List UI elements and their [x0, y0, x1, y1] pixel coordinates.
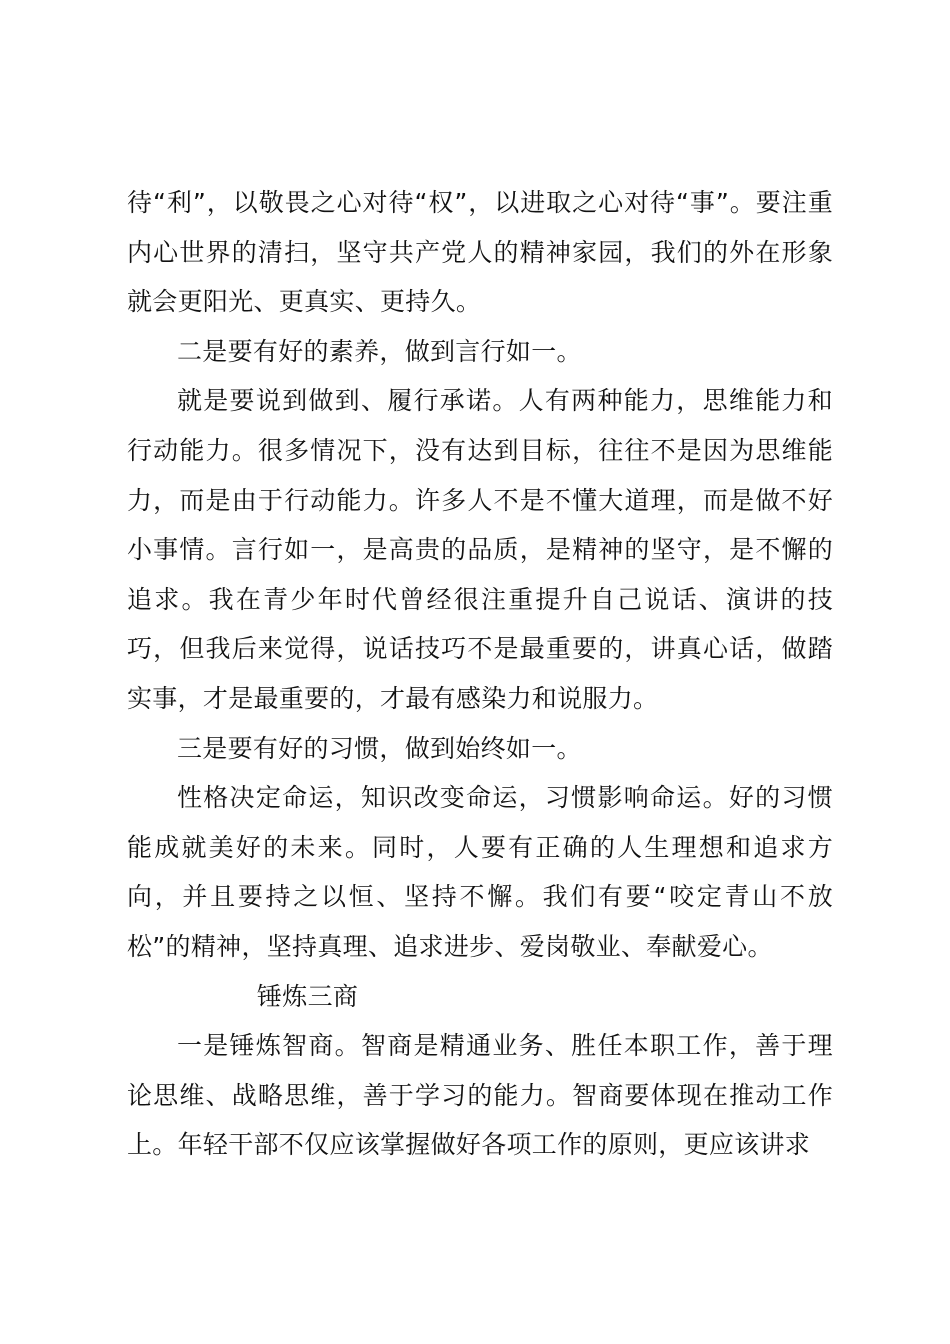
paragraph-body-2: 就是要说到做到、履行承诺。人有两种能力，思维能力和行动能力。很多情况下，没有达到目标，往往不是因为思维能力，而是由于行动能力。许多人不是不懂大道理，而是做不好小事情。言行如一，是高贵的品质，是精神的坚守，是不懈的追求。我在青少年时代曾经很注重提升自己说话、演讲的技巧，但我后来觉得，说话技巧不是最重要的，讲真心话，做踏实事，才是最重要的，才最有感染力和说服力。 [127, 386, 833, 713]
paragraph-continuation: 待“利”，以敬畏之心对待“权”，以进取之心对待“事”。要注重内心世界的清扫，坚守共产党人的精神家园，我们的外在形象就会更阳光、更真实、更持久。 [127, 188, 833, 317]
paragraph-body-4: 一是锤炼智商。智商是精通业务、胜任本职工作，善于理论思维、战略思维，善于学习的能力。智商要体现在推动工作上。年轻干部不仅应该掌握做好各项工作的原则，更应该讲求 [127, 1031, 833, 1160]
document-body [127, 178, 833, 1170]
paragraph-heading-2: 二是要有好的素养，做到言行如一。 [177, 336, 582, 366]
paragraph-body-3: 性格决定命运，知识改变命运，习惯影响命运。好的习惯能成就美好的未来。同时，人要有正确的人生理想和追求方向，并且要持之以恒、坚持不懈。我们有要“咬定青山不放松”的精神，坚持真理、追求进步、爱岗敬业、奉献爱心。 [127, 783, 833, 961]
paragraph-heading-3: 三是要有好的习惯，做到始终如一。 [177, 733, 582, 763]
section-heading: 锤炼三商 [257, 981, 359, 1011]
